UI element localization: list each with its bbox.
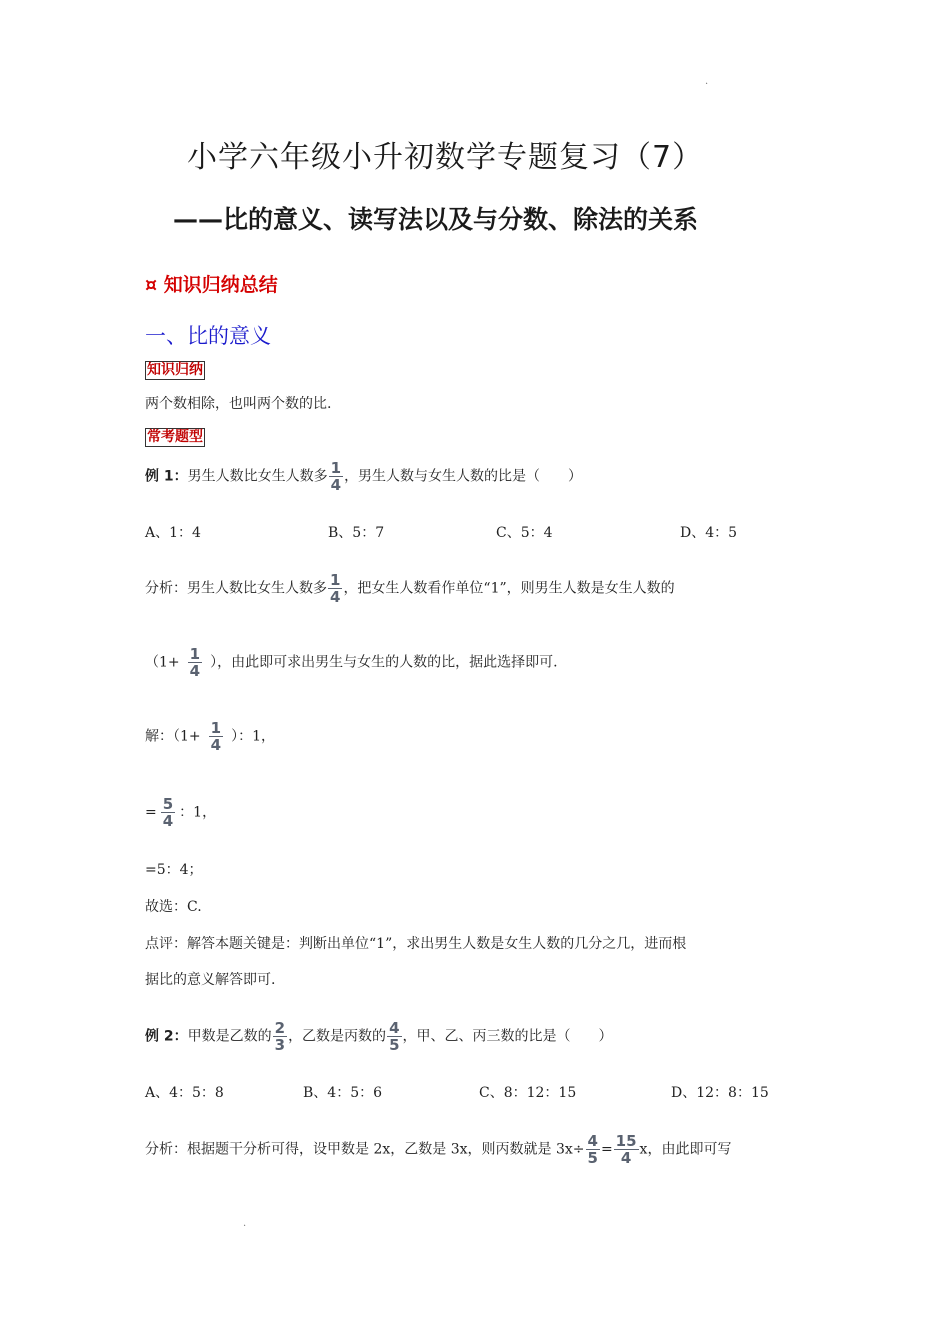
fraction: $\frac{1}{4}$ <box>210 719 222 754</box>
example1-answer: 故选：C. <box>145 899 202 915</box>
example1-label: 例 1： <box>145 468 188 485</box>
example1-step3: =5：4； <box>145 862 203 878</box>
example2-option-d: D、12：8：15 <box>671 1085 769 1101</box>
tag-common-questions: 常考题型 <box>147 429 203 445</box>
fraction: $\frac{4}{5}$ <box>389 1019 400 1054</box>
example2-option-b: B、4：5：6 <box>303 1085 383 1101</box>
fraction: $\frac{5}{4}$ <box>162 795 174 830</box>
example1-comment-line2: 据比的意义解答即可. <box>145 972 276 988</box>
example1-option-b: B、5：7 <box>328 525 385 541</box>
example2-label: 例 2： <box>145 1028 188 1045</box>
example1-question: 例 1：男生人数比女生人数多 $\frac{1}{4}$ ，男生人数与女生人数的比是（ ） <box>145 459 583 494</box>
example1-option-a: A、1：4 <box>145 525 201 541</box>
example1-option-c: C、5：4 <box>496 525 553 541</box>
fraction: $\frac{1}{4}$ <box>330 571 341 606</box>
fraction: $\frac{1}{4}$ <box>330 459 342 494</box>
example2-question: 例 2：甲数是乙数的 $\frac{2}{3}$ ，乙数是丙数的 $\frac{4}{5}$ ，甲、乙、丙三数的比是（ ） <box>145 1019 613 1054</box>
page-dot-top: . <box>705 76 709 87</box>
section-heading-ratio-meaning: 一、比的意义 <box>145 324 271 348</box>
example2-analysis: 分析：根据题干分析可得，设甲数是 2x，乙数是 3x，则丙数就是 3x÷ $\frac{4}{5}$ = $\frac{15}{4}$ x，由此即可写 <box>145 1132 732 1167</box>
page-dot-bottom: . <box>243 1218 247 1229</box>
example1-step2: = $\frac{5}{4}$ ：1， <box>145 795 217 830</box>
fraction: $\frac{1}{4}$ <box>189 645 201 680</box>
fraction: $\frac{4}{5}$ <box>587 1132 598 1167</box>
example2-option-c: C、8：12：15 <box>479 1085 577 1101</box>
example1-solution: 解：（1+ $\frac{1}{4}$ ）：1， <box>145 719 275 754</box>
knowledge-summary-heading: ¤ 知识归纳总结 <box>145 274 278 296</box>
definition-text: 两个数相除，也叫两个数的比. <box>145 396 332 412</box>
fraction: $\frac{15}{4}$ <box>615 1132 637 1167</box>
tag-knowledge: 知识归纳 <box>147 362 203 378</box>
example2-option-a: A、4：5：8 <box>145 1085 224 1101</box>
page-title: 小学六年级小升初数学专题复习（7） <box>187 140 704 175</box>
fraction: $\frac{2}{3}$ <box>274 1019 286 1054</box>
page-subtitle: ——比的意义、读写法以及与分数、除法的关系 <box>173 205 699 234</box>
example1-analysis: 分析：男生人数比女生人数多 $\frac{1}{4}$ ，把女生人数看作单位“1”，则男生人数是女生人数的 <box>145 571 675 606</box>
example1-option-d: D、4：5 <box>680 525 738 541</box>
example1-analysis-line2: （1+ $\frac{1}{4}$ ），由此即可求出男生与女生的人数的比，据此选择即可. <box>145 645 558 680</box>
example1-comment-line1: 点评：解答本题关键是：判断出单位“1”，求出男生人数是女生人数的几分之几，进而根 <box>145 936 687 952</box>
